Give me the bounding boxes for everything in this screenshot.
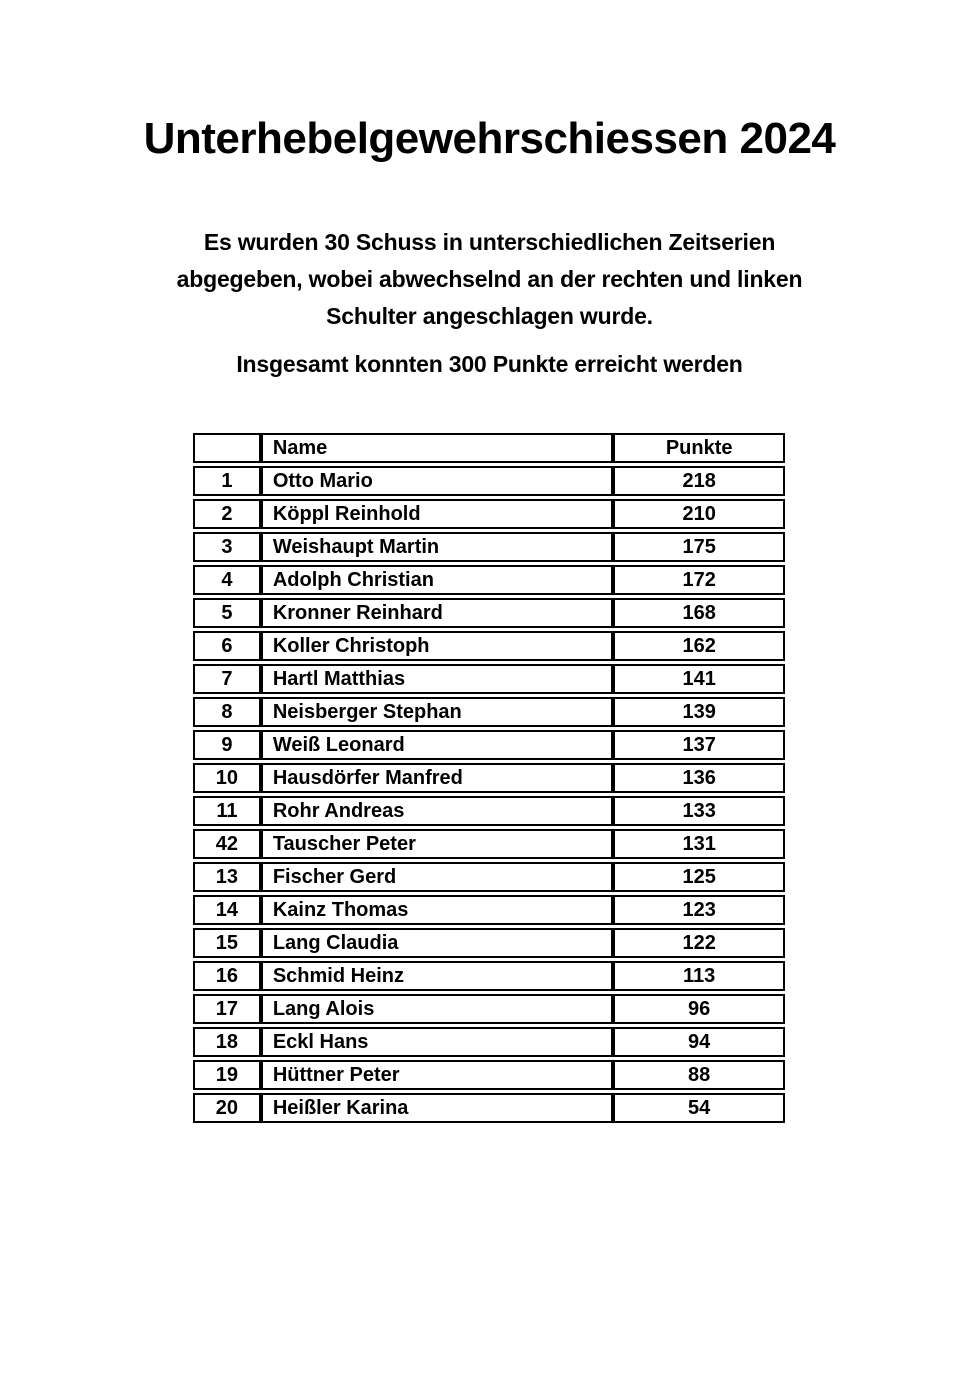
table-row (193, 994, 785, 1024)
name-cell: Lang Claudia (261, 928, 614, 958)
table-row (193, 895, 785, 925)
points-cell: 131 (613, 829, 785, 859)
points-cell: 54 (613, 1093, 785, 1123)
table-row (193, 1060, 785, 1090)
rank-cell: 4 (193, 565, 261, 595)
rank-cell: 5 (193, 598, 261, 628)
name-cell: Weiß Leonard (261, 730, 614, 760)
results-table (193, 430, 785, 1126)
table-row (193, 961, 785, 991)
name-cell: Koller Christoph (261, 631, 614, 661)
intro-line-1: Es wurden 30 Schuss in unterschiedlichen Zeitserien (203, 229, 776, 255)
table-row (193, 499, 785, 529)
points-cell: 175 (613, 532, 785, 562)
table-row (193, 1027, 785, 1057)
table-row (193, 796, 785, 826)
name-cell: Hüttner Peter (261, 1060, 614, 1090)
name-cell: Tauscher Peter (261, 829, 614, 859)
intro-line-2: abgegeben, wobei abwechselnd an der rechten und linken (176, 266, 803, 292)
name-cell: Adolph Christian (261, 565, 614, 595)
points-cell: 122 (613, 928, 785, 958)
page-title: Unterhebelgewehrschiessen 2024 (143, 114, 836, 163)
points-cell: 218 (613, 466, 785, 496)
name-cell: Heißler Karina (261, 1093, 614, 1123)
header-points-cell: Punkte (613, 433, 785, 463)
rank-cell: 17 (193, 994, 261, 1024)
header-rank-cell (193, 433, 261, 463)
points-cell: 168 (613, 598, 785, 628)
table-row (193, 631, 785, 661)
points-cell: 210 (613, 499, 785, 529)
table-row (193, 829, 785, 859)
points-cell: 133 (613, 796, 785, 826)
name-cell: Hausdörfer Manfred (261, 763, 614, 793)
points-cell: 162 (613, 631, 785, 661)
rank-cell: 11 (193, 796, 261, 826)
table-row (193, 928, 785, 958)
points-cell: 123 (613, 895, 785, 925)
points-cell: 139 (613, 697, 785, 727)
rank-cell: 2 (193, 499, 261, 529)
table-row (193, 730, 785, 760)
results-table-body (193, 466, 785, 1123)
intro-line-3: Schulter angeschlagen wurde. (326, 303, 653, 329)
table-row (193, 532, 785, 562)
name-cell: Lang Alois (261, 994, 614, 1024)
points-cell: 137 (613, 730, 785, 760)
name-cell: Köppl Reinhold (261, 499, 614, 529)
rank-cell: 42 (193, 829, 261, 859)
table-row (193, 598, 785, 628)
rank-cell: 19 (193, 1060, 261, 1090)
rank-cell: 9 (193, 730, 261, 760)
name-cell: Neisberger Stephan (261, 697, 614, 727)
table-row (193, 697, 785, 727)
results-table-header (193, 433, 785, 463)
name-cell: Schmid Heinz (261, 961, 614, 991)
name-cell: Kronner Reinhard (261, 598, 614, 628)
table-row (193, 664, 785, 694)
table-row (193, 862, 785, 892)
name-cell: Rohr Andreas (261, 796, 614, 826)
table-row (193, 1093, 785, 1123)
name-cell: Kainz Thomas (261, 895, 614, 925)
points-cell: 125 (613, 862, 785, 892)
table-row (193, 565, 785, 595)
points-cell: 172 (613, 565, 785, 595)
intro-paragraph (0, 224, 979, 335)
name-cell: Hartl Matthias (261, 664, 614, 694)
rank-cell: 6 (193, 631, 261, 661)
header-row (193, 433, 785, 463)
points-cell: 136 (613, 763, 785, 793)
rank-cell: 10 (193, 763, 261, 793)
name-cell: Fischer Gerd (261, 862, 614, 892)
rank-cell: 8 (193, 697, 261, 727)
rank-cell: 13 (193, 862, 261, 892)
points-cell: 88 (613, 1060, 785, 1090)
table-row (193, 466, 785, 496)
table-row (193, 763, 785, 793)
points-cell: 96 (613, 994, 785, 1024)
total-points-subtitle: Insgesamt konnten 300 Punkte erreicht werden (236, 351, 743, 377)
rank-cell: 16 (193, 961, 261, 991)
rank-cell: 14 (193, 895, 261, 925)
points-cell: 141 (613, 664, 785, 694)
points-cell: 94 (613, 1027, 785, 1057)
rank-cell: 1 (193, 466, 261, 496)
rank-cell: 3 (193, 532, 261, 562)
rank-cell: 20 (193, 1093, 261, 1123)
header-name-cell: Name (261, 433, 614, 463)
name-cell: Otto Mario (261, 466, 614, 496)
rank-cell: 7 (193, 664, 261, 694)
rank-cell: 18 (193, 1027, 261, 1057)
rank-cell: 15 (193, 928, 261, 958)
points-cell: 113 (613, 961, 785, 991)
name-cell: Eckl Hans (261, 1027, 614, 1057)
name-cell: Weishaupt Martin (261, 532, 614, 562)
